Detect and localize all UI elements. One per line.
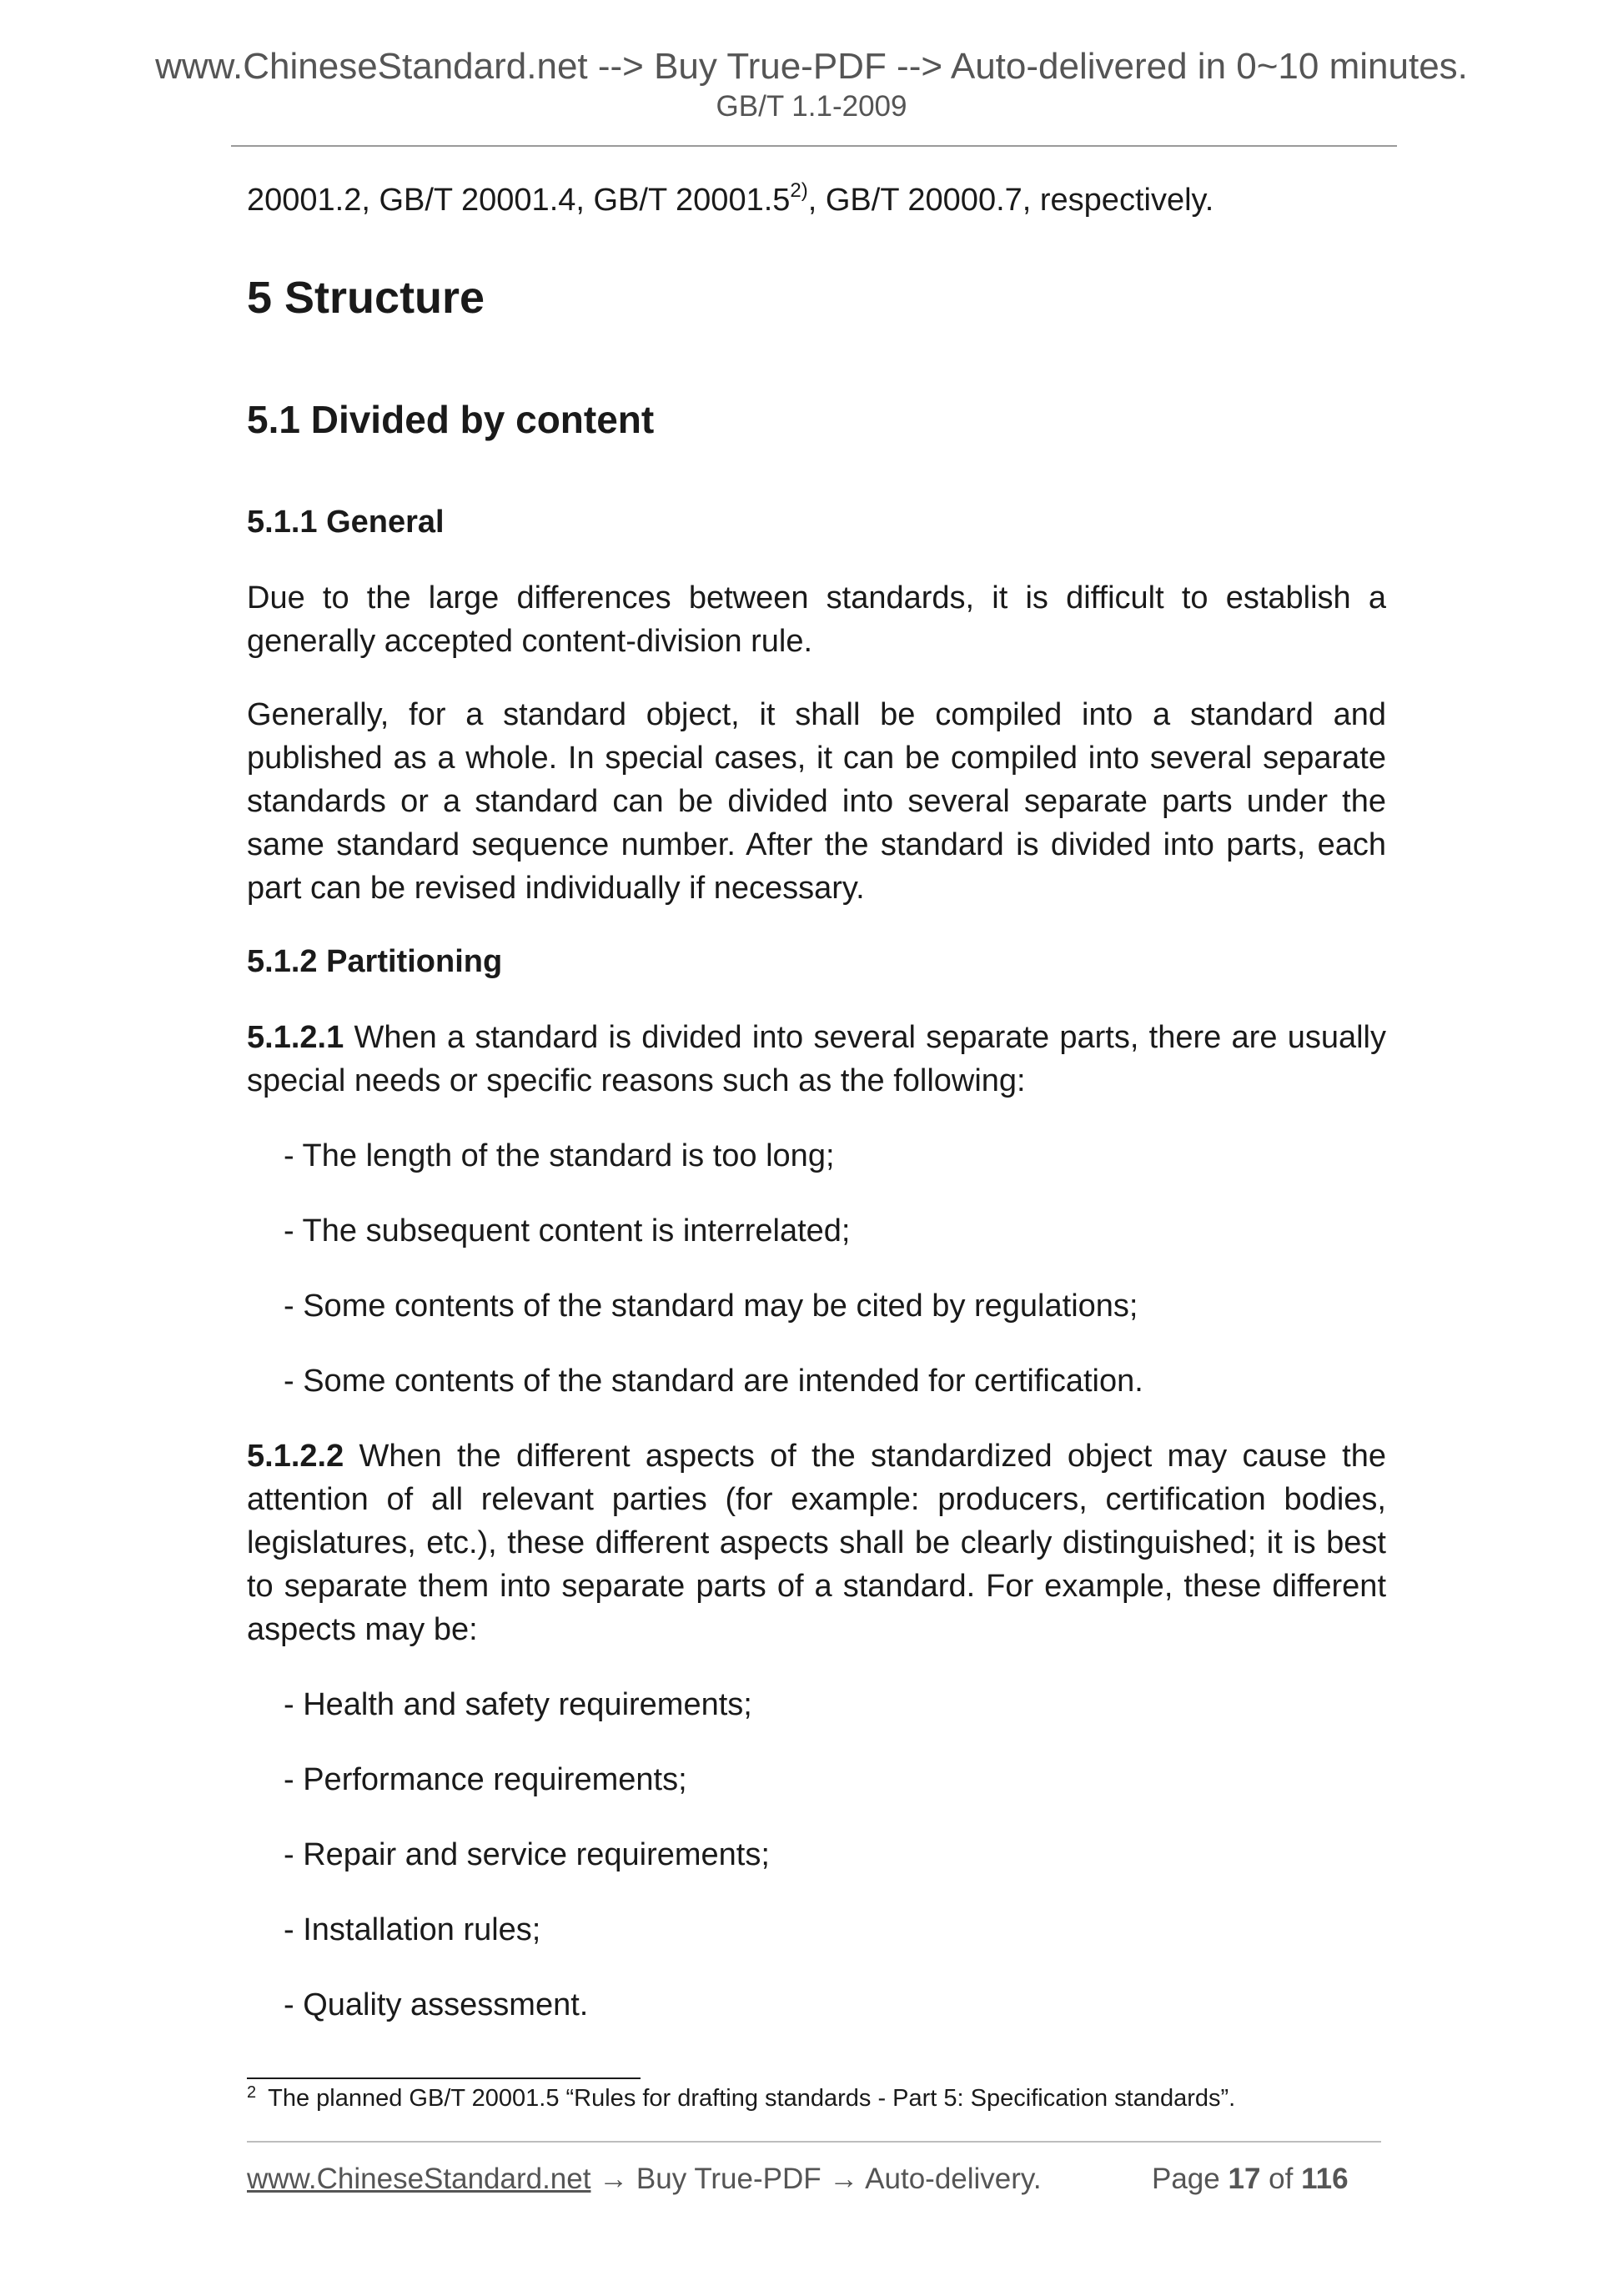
list-item: - Installation rules;	[284, 1912, 541, 1947]
page-label: Page	[1152, 2163, 1220, 2195]
footnote-reference[interactable]: 2)	[790, 179, 808, 203]
intro-line	[247, 178, 1386, 222]
heading-section-5-1-1: 5.1.1 General	[247, 505, 445, 540]
heading-section-5-1-2: 5.1.2 Partitioning	[247, 944, 503, 979]
header-doc-id: GB/T 1.1-2009	[716, 90, 907, 123]
page-indicator	[1152, 2160, 1349, 2198]
footer-promo-text: → Buy True-PDF → Auto-delivery.	[590, 2163, 1042, 2195]
footnote-text: The planned GB/T 20001.5 “Rules for drafting standards - Part 5: Specification standards”.	[268, 2085, 1236, 2112]
page-number: 17	[1228, 2163, 1261, 2195]
list-item: - Some contents of the standard may be cited by regulations;	[284, 1289, 1138, 1324]
heading-section-5-1: 5.1 Divided by content	[247, 398, 655, 441]
heading-section-5: 5 Structure	[247, 273, 485, 323]
header-divider	[231, 145, 1397, 147]
intro-text-post: , GB/T 20000.7, respectively.	[807, 183, 1214, 218]
clause-text: When the different aspects of the standardized object may cause the attention of all relevant parties (for example: producers, certification bodies, legislatures, etc.), these different aspects shall be clearly distinguished; it is best to separate them into separate parts of a standard. For example, these different aspects may be:	[247, 1439, 1386, 1647]
page-total: 116	[1301, 2163, 1349, 2195]
clause-5-1-2-2	[247, 1434, 1386, 1651]
header-banner: www.ChineseStandard.net --> Buy True-PDF --> Auto-delivered in 0~10 minutes.	[155, 46, 1468, 87]
clause-5-1-2-1	[247, 1016, 1386, 1103]
intro-text-pre: 20001.2, GB/T 20001.4, GB/T 20001.5	[247, 183, 791, 218]
clause-text: When a standard is divided into several separate parts, there are usually special needs or specific reasons such as the following:	[247, 1020, 1386, 1098]
clause-number: 5.1.2.1	[247, 1020, 344, 1055]
footer-divider	[247, 2141, 1381, 2143]
list-item: - Health and safety requirements;	[284, 1687, 752, 1722]
footnote-mark: 2	[247, 2083, 257, 2102]
footnote-divider	[247, 2077, 641, 2079]
list-item: - The subsequent content is interrelated;	[284, 1213, 851, 1248]
list-item: - Quality assessment.	[284, 1987, 589, 2022]
footer-promo	[247, 2160, 1042, 2198]
paragraph-general-2: Generally, for a standard object, it shall be compiled into a standard and published as a whole. In special cases, it can be compiled into several separate standards or a standard can be divided into several separate parts under the same standard sequence number. After the standard is divided into parts, each part can be revised individually if necessary.	[247, 697, 1386, 906]
document-body	[247, 175, 1386, 2027]
footer-site-link[interactable]: www.ChineseStandard.net	[247, 2163, 591, 2195]
clause-number: 5.1.2.2	[247, 1439, 344, 1474]
of-label: of	[1269, 2163, 1294, 2195]
list-item: - Repair and service requirements;	[284, 1837, 770, 1872]
list-item: - Performance requirements;	[284, 1762, 687, 1797]
paragraph-general-1: Due to the large differences between standards, it is difficult to establish a generally accepted content-division rule.	[247, 580, 1386, 659]
list-item: - Some contents of the standard are intended for certification.	[284, 1364, 1143, 1399]
list-item: - The length of the standard is too long;	[284, 1138, 835, 1173]
footnote	[247, 2082, 1398, 2118]
